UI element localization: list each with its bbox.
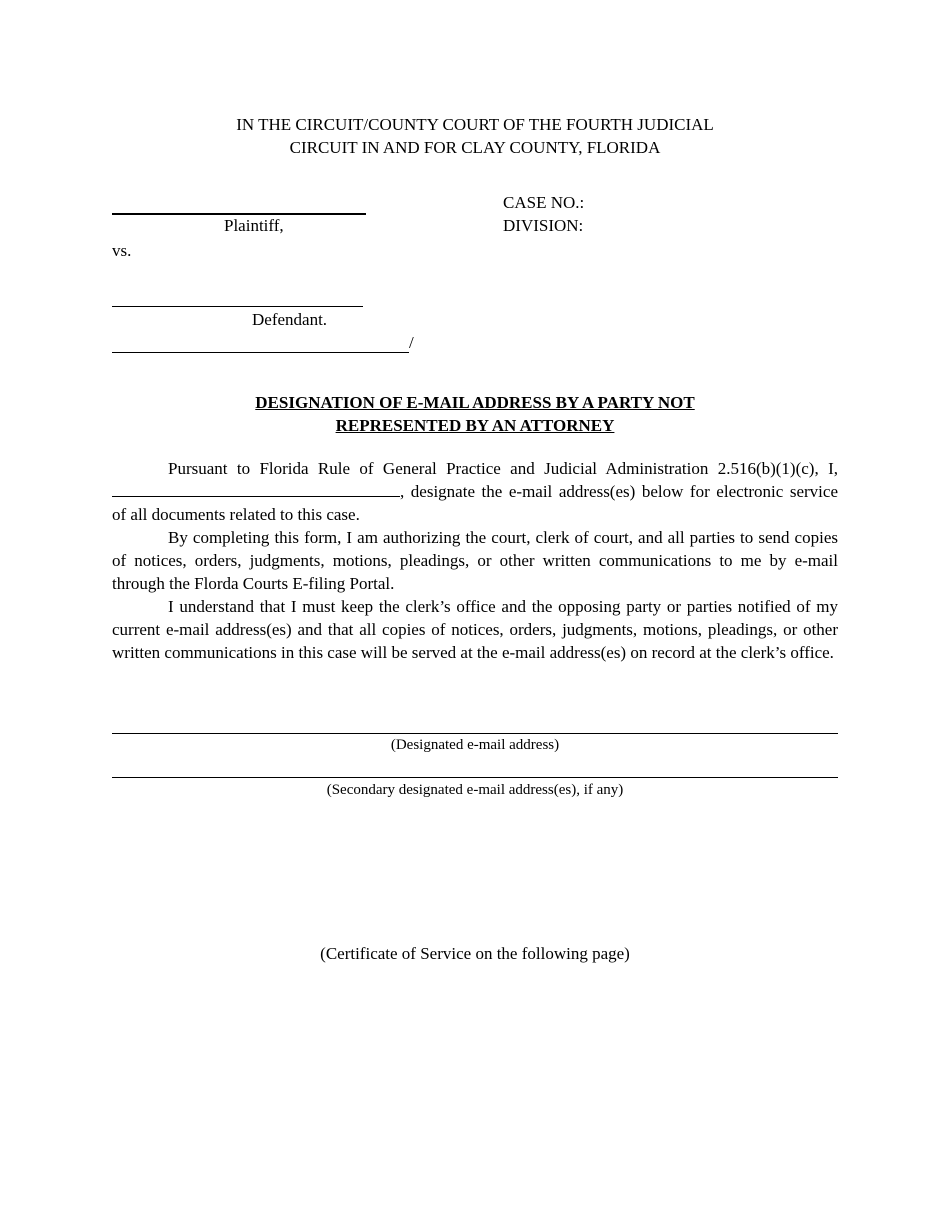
plaintiff-label: Plaintiff, [224, 216, 284, 235]
designated-email-label: (Designated e-mail address) [390, 737, 560, 753]
versus-label: vs. [112, 241, 132, 260]
paragraph-1-start: Pursuant to Florida Rule of General Practice and Judicial Administration 2.516(b)(1)(c), I, [168, 459, 838, 478]
document-title [0, 391, 950, 437]
caption-closing-slash: / [409, 333, 414, 352]
document-title-line1: DESIGNATION OF E-MAIL ADDRESS BY A PARTY NOT [255, 393, 695, 412]
caption-closing-line [112, 333, 414, 353]
party-name-blank[interactable] [112, 480, 400, 497]
body-text [112, 457, 838, 664]
paragraph-2: By completing this form, I am authorizing the court, clerk of court, and all parties to send copies of notices, orders, judgments, motions, pleadings, or other written communications to me by e-mail through the Florda Courts E-filing Portal. [112, 528, 838, 593]
court-heading [0, 113, 950, 159]
secondary-email-label: (Secondary designated e-mail address(es), if any) [326, 782, 624, 798]
secondary-email-line[interactable] [112, 777, 838, 778]
certificate-note: (Certificate of Service on the following page) [320, 944, 630, 963]
designated-email-line[interactable] [112, 733, 838, 734]
paragraph-3: I understand that I must keep the clerk’s office and the opposing party or parties notified of my current e-mail address(es) and that all copies of notices, orders, judgments, motions, pleadings, or other written communications in this case will be served at the e-mail address(es) on record at the clerk’s office. [112, 597, 838, 662]
defendant-label: Defendant. [252, 310, 328, 329]
paragraph-1 [112, 457, 838, 526]
court-heading-line2: CIRCUIT IN AND FOR CLAY COUNTY, FLORIDA [289, 138, 661, 157]
division-label: DIVISION: [503, 216, 584, 235]
case-number-label: CASE NO.: [503, 193, 585, 212]
caption-closing-rule [112, 335, 409, 353]
defendant-name-blank[interactable] [112, 291, 363, 307]
plaintiff-name-blank[interactable] [112, 198, 366, 215]
paragraph-1-end: , designate the e-mail address(es) below for electronic service of all documents related to this case. [112, 482, 838, 524]
court-heading-line1: IN THE CIRCUIT/COUNTY COURT OF THE FOURTH JUDICIAL [236, 115, 714, 134]
document-title-line2: REPRESENTED BY AN ATTORNEY [335, 416, 615, 435]
